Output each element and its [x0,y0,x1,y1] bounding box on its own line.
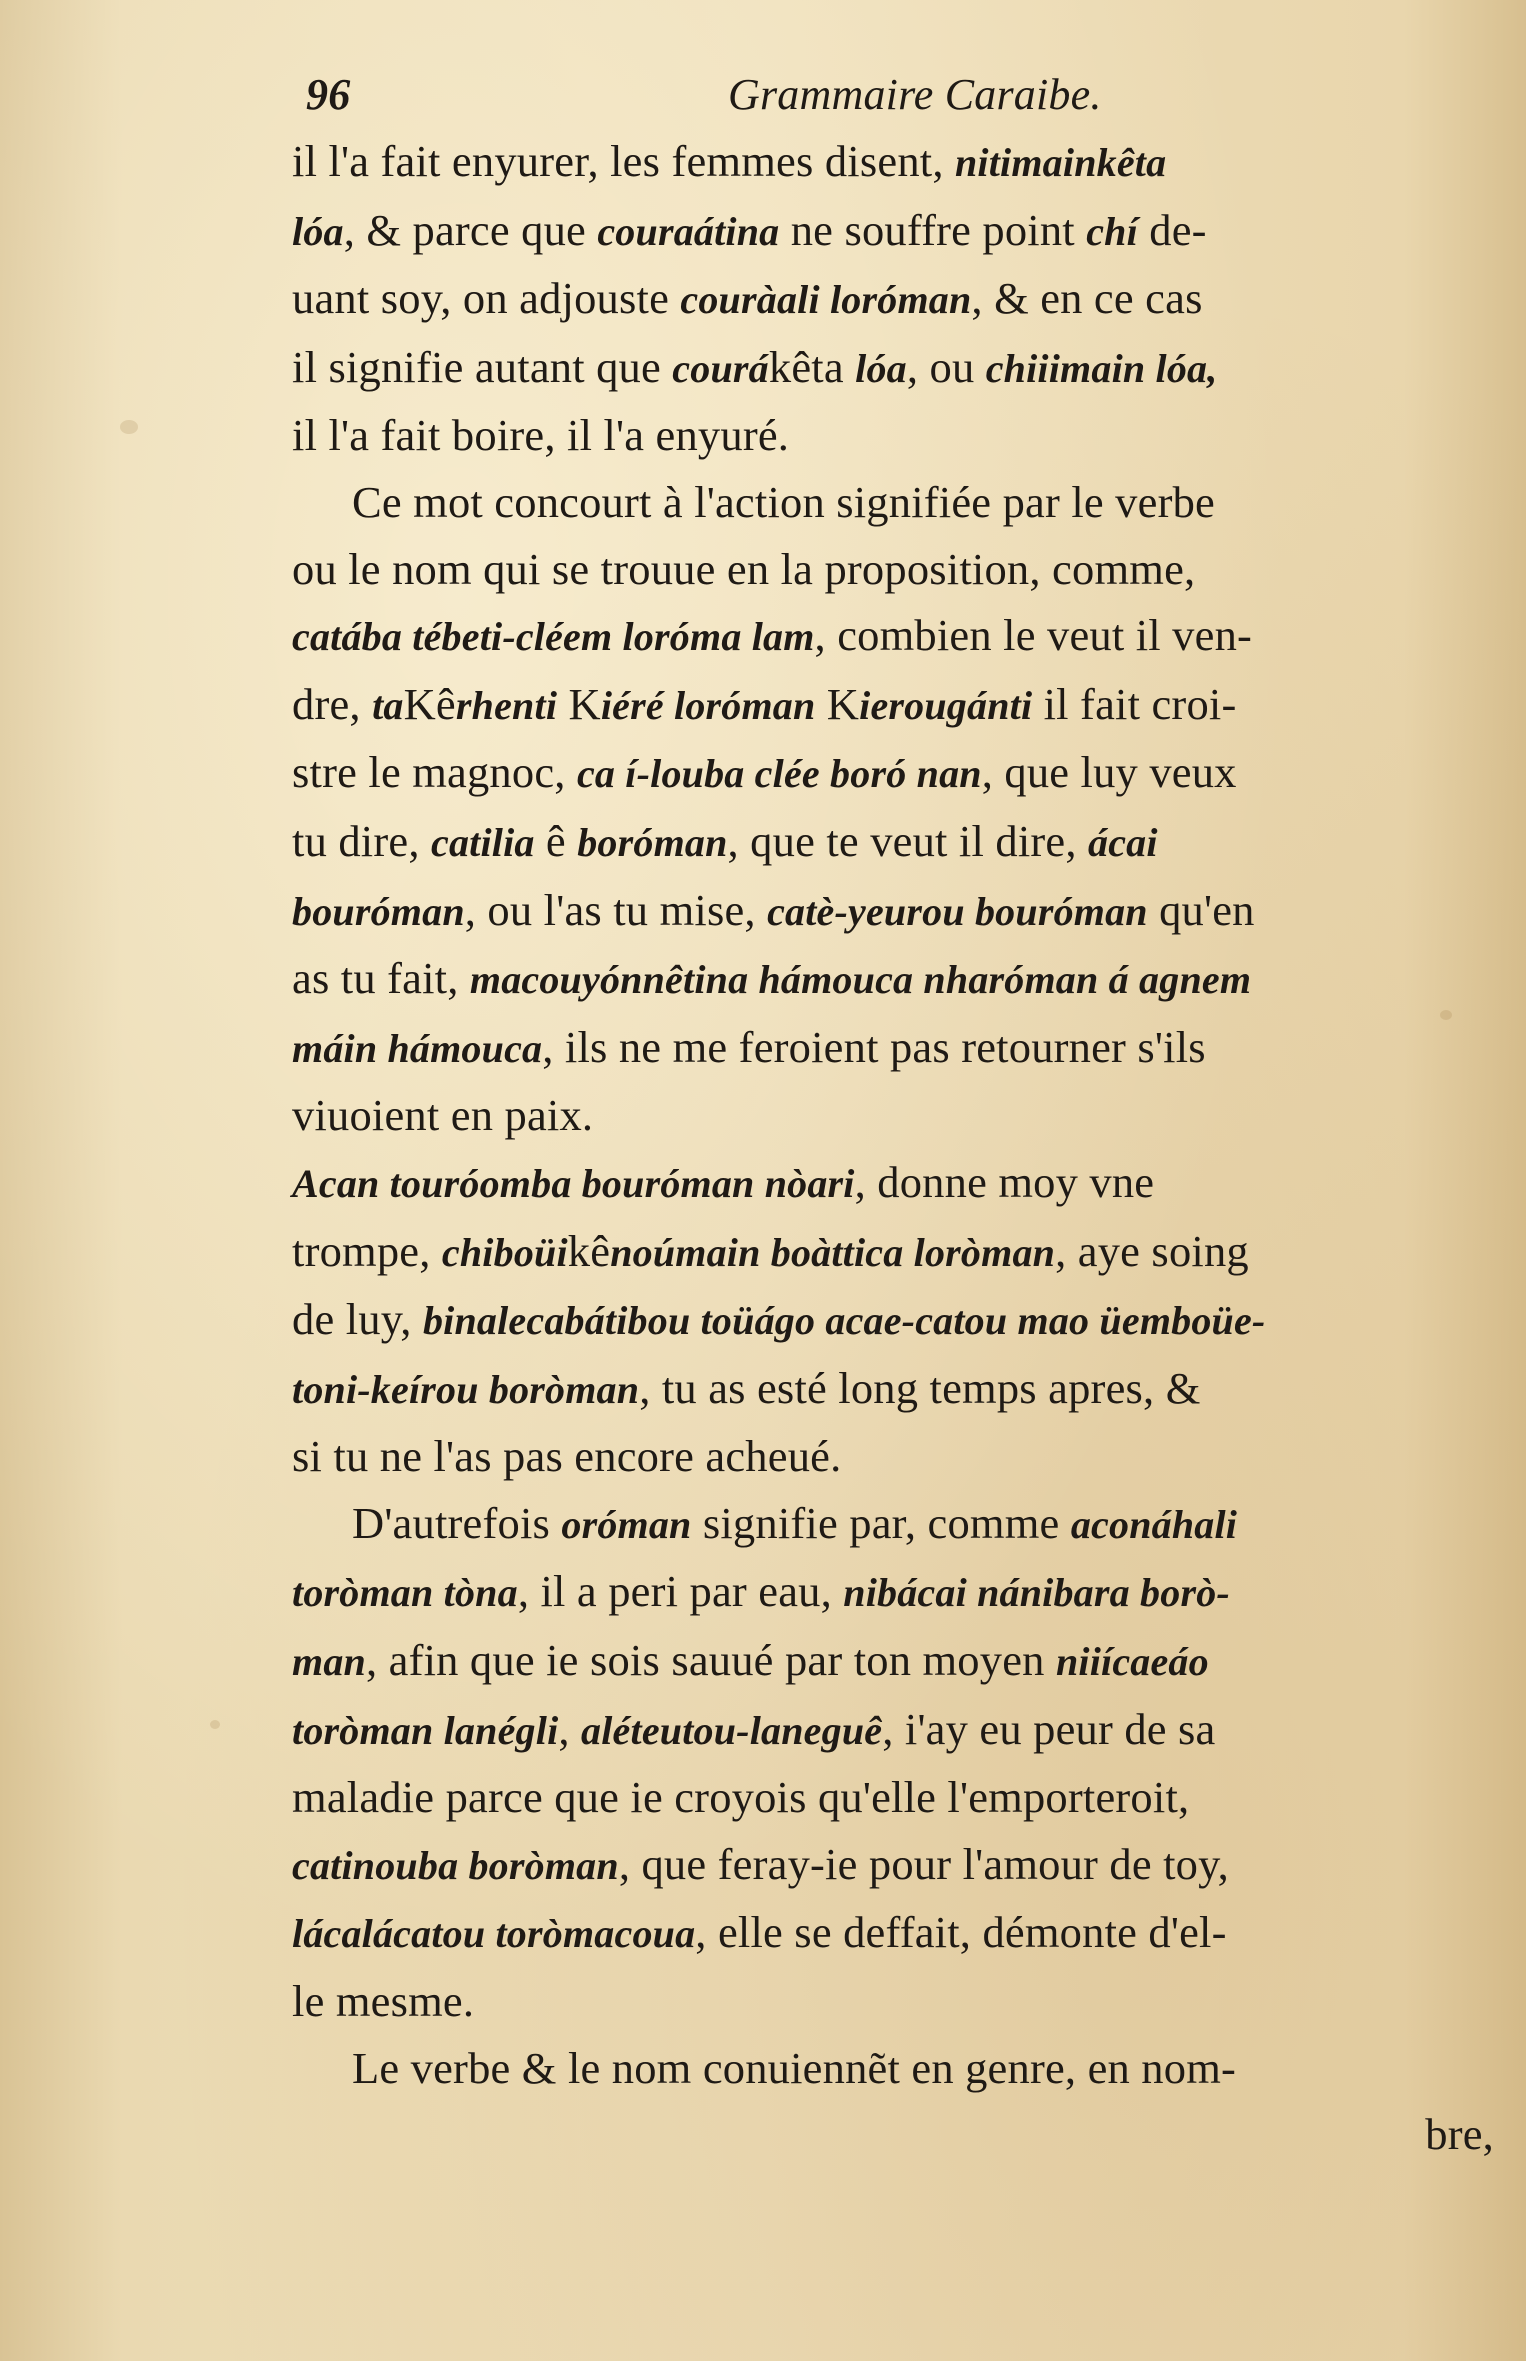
carib-term: máin hámouca [292,1025,543,1071]
text-line [292,197,1510,266]
carib-term: rhenti [455,682,558,728]
text-line [292,1558,1510,1627]
french-text: , donne moy vne [854,1156,1155,1207]
carib-term: nibácai nánibara borò- [843,1570,1230,1616]
french-text: il l'a fait boire, il l'a enyuré. [292,410,790,461]
carib-term: oróman [561,1501,692,1547]
carib-term: boróman [577,819,728,865]
carib-term: catilia [430,819,535,865]
french-text: il fait croi- [1032,678,1237,729]
text-line [292,1490,1510,1559]
carib-term: toròman lanégli [292,1707,559,1753]
carib-term: aconáhali [1070,1501,1238,1547]
french-text: , que te veut il dire, [727,815,1089,866]
page-number: 96 [306,70,351,119]
carib-term: lácalácatou toròmacoua [292,1911,696,1957]
carib-term: couraátina [597,208,780,254]
text-line [292,536,1510,603]
french-text: , elle se deffait, démonte d'el- [695,1907,1227,1958]
french-text: de luy, [292,1294,423,1345]
french-text: , il a peri par eau, [517,1566,844,1617]
text-line [292,402,1510,469]
carib-term: toni-keírou boròman [292,1366,640,1412]
carib-term: toròman tòna [292,1570,518,1616]
french-text: , i'ay eu peur de sa [882,1703,1216,1754]
french-text: dre, [292,678,373,729]
french-text: le mesme. [292,1976,475,2027]
text-line [292,265,1510,334]
text-line [292,128,1510,197]
text-line [292,1014,1510,1083]
page-header [292,62,1510,128]
french-text: , que feray-ie pour l'amour de toy, [618,1838,1229,1889]
french-text: D'autrefois [352,1497,562,1548]
text-line [292,1831,1510,1900]
french-text: , ou [906,341,986,392]
french-text: K [815,678,860,729]
carib-term: ta [372,682,404,728]
carib-term: iéré loróman [600,682,816,728]
french-text: , & en ce cas [971,273,1203,324]
text-line [292,1764,1510,1831]
text-line [292,808,1510,877]
carib-term: binalecabátibou toüágo acae-catou mao üemboüe- [422,1298,1266,1344]
carib-term: catinouba boròman [292,1842,619,1888]
foxing-spot [120,420,138,434]
text-line [292,469,1510,536]
carib-term: ierougánti [859,682,1033,728]
text-line [292,1627,1510,1696]
carib-term: aléteutou-laneguê [581,1707,883,1753]
french-text: kêta [768,341,856,392]
carib-term: chí [1086,208,1138,254]
french-text: tu dire, [292,815,431,866]
french-text: si tu ne l'as pas encore acheué. [292,1431,842,1482]
carib-term: bouróman [292,888,465,934]
french-text: ou le nom qui se trouue en la proposition, comme, [292,543,1196,594]
french-text: , aye soing [1055,1225,1249,1276]
french-text: Ce mot concourt à l'action signifiée par le verbe [352,476,1215,527]
french-text: kê [567,1225,611,1276]
french-text: , combien le veut il ven- [814,610,1253,661]
carib-term: courá [672,345,769,391]
text-line [292,2035,1510,2102]
french-text: ne souffre point [779,204,1087,255]
text-line [292,1696,1510,1765]
carib-term: lóa [855,345,907,391]
french-text: ê [534,815,578,866]
carib-term: lóa [292,208,344,254]
carib-term: niiícaeáo [1055,1639,1209,1685]
text-line [292,1082,1510,1149]
carib-term: chiiimain lóa, [985,345,1218,391]
text-line [292,334,1510,403]
french-text: maladie parce que ie croyois qu'elle l'emporteroit, [292,1772,1190,1823]
catchword: bre, [1425,2109,1494,2160]
french-text: de- [1137,204,1207,255]
carib-term: ca í-louba clée boró nan [576,751,982,797]
text-line [292,602,1510,671]
french-text: , tu as esté long temps apres, & [639,1362,1201,1413]
french-text: uant soy, on adjouste [292,273,681,324]
carib-term: nitimainkêta [954,140,1167,185]
foxing-spot [210,1720,220,1729]
french-text: Le verbe & le nom conuiennẽt en genre, en nom- [352,2042,1237,2093]
text-line [292,1968,1510,2035]
carib-term: man [292,1639,366,1685]
french-text: Kê [403,678,456,729]
french-text: , ou l'as tu mise, [464,884,768,935]
carib-term: macouyónnêtina hámouca nharóman á agnem [469,957,1252,1003]
text-line [292,945,1510,1014]
french-text: viuoient en paix. [292,1090,594,1141]
text-line [292,877,1510,946]
running-title: Grammaire Caraibe. [728,70,1102,119]
body-text [292,128,1510,2101]
text-line [292,1286,1510,1355]
french-text: , que luy veux [981,747,1237,798]
text-line [292,1355,1510,1424]
text-line [292,1218,1510,1287]
carib-term: noúmain boàttica loròman [610,1229,1056,1275]
carib-term: catába tébeti-cléem loróma lam [292,614,815,660]
french-text: , ils ne me feroient pas retourner s'ils [542,1021,1206,1072]
text-line [292,739,1510,808]
carib-term: catè-yeurou bouróman [767,888,1148,934]
carib-term: chiboüi [441,1229,568,1275]
french-text: trompe, [292,1225,442,1276]
french-text: K [557,678,601,729]
french-text: il l'a fait enyurer, les femmes disent, [292,136,955,186]
french-text: as tu fait, [292,953,470,1004]
carib-term: ácai [1088,819,1158,865]
french-text: , [558,1703,582,1754]
text-line [292,1149,1510,1218]
text-line [292,671,1510,740]
text-line [292,1899,1510,1968]
carib-term: couràali loróman [680,277,972,323]
french-text: , & parce que [343,204,598,255]
page-text [292,62,1510,2168]
french-text: il signifie autant que [292,341,673,392]
carib-term: Acan touróomba bouróman nòari [292,1160,855,1206]
french-text: signifie par, comme [691,1497,1071,1548]
french-text: stre le magnoc, [292,747,577,798]
french-text: qu'en [1147,884,1255,935]
french-text: , afin que ie sois sauué par ton moyen [365,1635,1056,1686]
text-line [292,1423,1510,1490]
